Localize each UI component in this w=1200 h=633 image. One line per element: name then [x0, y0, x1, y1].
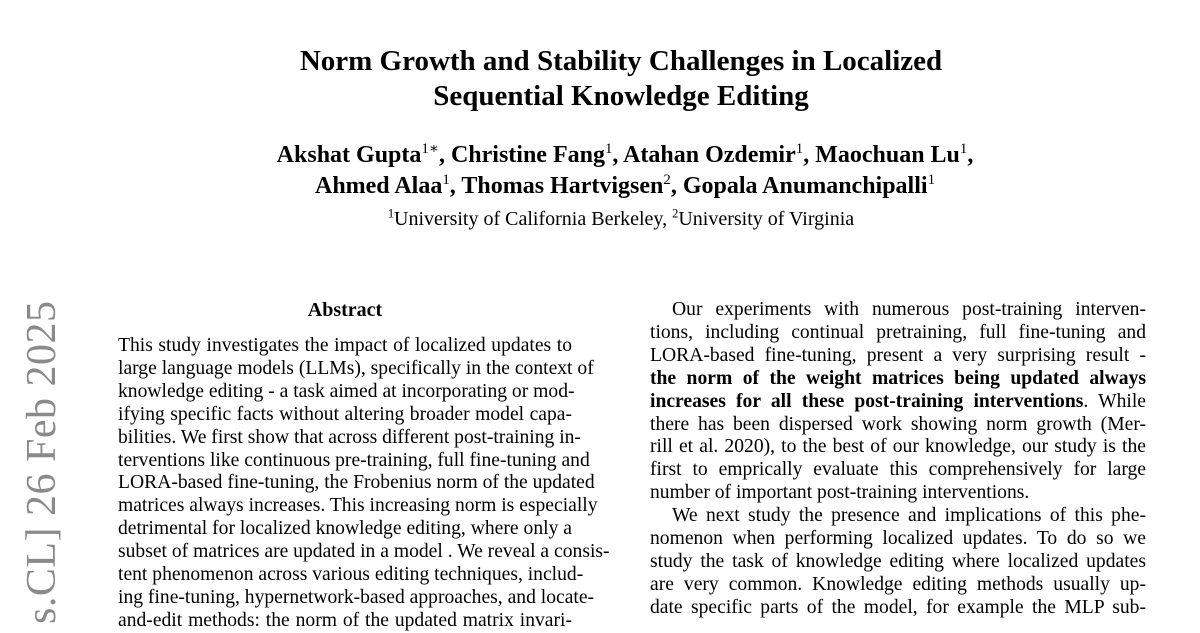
author-name: Ahmed Alaa [314, 173, 443, 199]
affiliation-mark: 2 [672, 206, 679, 221]
body-line [650, 574, 1146, 597]
affiliation-name: University of California Berkeley [394, 208, 663, 230]
affiliation-separator: , [662, 208, 673, 230]
author-affiliation-mark: 1 [442, 172, 450, 189]
abstract-line: knowledge editing - a task aimed at incorporating or mod- [118, 380, 575, 402]
abstract-line: This study investigates the impact of localized updates to [118, 335, 572, 356]
author-affiliation-mark: 1 [927, 172, 935, 189]
author-affiliation-mark: 1∗ [421, 141, 439, 158]
abstract-line: tent phenomenon across various editing techniques, includ- [118, 564, 584, 586]
emphasized-text: the norm of the weight matrices being updated always [650, 367, 1146, 389]
author-affiliation-mark: 2 [663, 172, 671, 189]
abstract-line: bilities. We first show that across different post-training in- [118, 426, 581, 448]
abstract-line: subset of matrices are updated in a model . We reveal a consis- [118, 541, 610, 563]
affiliation-mark: 1 [387, 206, 395, 221]
body-text: We next study the presence and implications of this phe- [672, 505, 1146, 527]
body-text: . While [1083, 390, 1147, 412]
author-name: Maochuan Lu [815, 142, 960, 168]
author-name: Atahan Ozdemir [623, 142, 796, 168]
author-separator: , [967, 142, 974, 168]
body-line [650, 391, 1146, 414]
body-text: first to emprically evaluate this comprehensively for large [650, 459, 1146, 481]
abstract-line: LORA-based fine-tuning, the Frobenius norm of the updated [118, 472, 595, 494]
body-text: rill et al. 2020), to the best of our knowledge, our study is the [650, 436, 1146, 458]
body-line [650, 482, 1146, 505]
author-separator: , [449, 173, 462, 199]
author-name: Gopala Anumanchipalli [682, 173, 928, 199]
affiliation-name: University of Virginia [678, 208, 855, 230]
author-separator: , [670, 173, 683, 199]
body-text: Our experiments with numerous post-training interven- [672, 299, 1146, 320]
abstract-body [118, 335, 610, 633]
body-text: study the task of knowledge editing where localized updates [650, 550, 1146, 572]
emphasized-text: increases for all these post-training interventions [650, 390, 1084, 412]
body-line [650, 322, 1146, 345]
body-line [650, 414, 1146, 437]
intro-column [650, 299, 1146, 620]
title-line-2: Sequential Knowledge Editing [433, 80, 809, 112]
abstract-line: terventions like continuous pre-training, full fine-tuning and [118, 449, 590, 471]
abstract-line: large language models (LLMs), specifically in the context of [118, 357, 594, 379]
author-separator: , [803, 142, 816, 168]
body-text: are very common. Knowledge editing methods usually up- [650, 573, 1146, 595]
body-line [650, 528, 1146, 551]
author-name: Christine Fang [450, 142, 605, 168]
abstract-line: detrimental for localized knowledge editing, where only a [118, 518, 572, 540]
title-line-1: Norm Growth and Stability Challenges in Localized [299, 45, 943, 77]
author-affiliation-mark: 1 [604, 141, 613, 158]
arxiv-stamp-text: s.CL] 26 Feb 2025 [19, 300, 65, 624]
author-line-1 [0, 140, 1200, 171]
body-text: date specific parts of the model, for example the MLP sub- [650, 596, 1146, 618]
body-text: there has been dispersed work showing norm growth (Mer- [650, 413, 1146, 435]
body-text: tions, including continual pretraining, full fine-tuning and [650, 321, 1146, 343]
abstract-line: ifying specific facts without altering broader model capa- [118, 403, 572, 425]
author-affiliation-mark: 1 [795, 141, 804, 158]
author-name: Thomas Hartvigsen [461, 173, 664, 199]
body-line [650, 459, 1146, 482]
body-line [650, 436, 1146, 459]
author-list [0, 140, 1200, 202]
author-line-2 [0, 171, 1200, 202]
abstract-line: ing fine-tuning, hypernetwork-based approaches, and locate- [118, 586, 595, 608]
body-text: number of important post-training interventions. [650, 482, 1030, 504]
author-affiliation-mark: 1 [959, 141, 968, 158]
body-text: nomenon when performing localized updates. To do so we [650, 528, 1146, 550]
body-line [650, 299, 1146, 322]
body-line [650, 597, 1146, 620]
body-text: LORA-based fine-tuning, present a very surprising result - [650, 344, 1146, 366]
abstract-heading: Abstract [307, 299, 383, 321]
affiliations [0, 206, 1200, 232]
abstract-line: matrices always increases. This increasing norm is especially [118, 495, 598, 517]
body-line [650, 368, 1146, 391]
paper-title [0, 44, 1200, 114]
body-line [650, 345, 1146, 368]
abstract-line: and-edit methods: the norm of the updated matrix invari- [118, 609, 572, 631]
author-separator: , [612, 142, 624, 168]
author-separator: , [438, 142, 451, 168]
body-line [650, 505, 1146, 528]
author-name: Akshat Gupta [276, 142, 422, 168]
body-line [650, 551, 1146, 574]
